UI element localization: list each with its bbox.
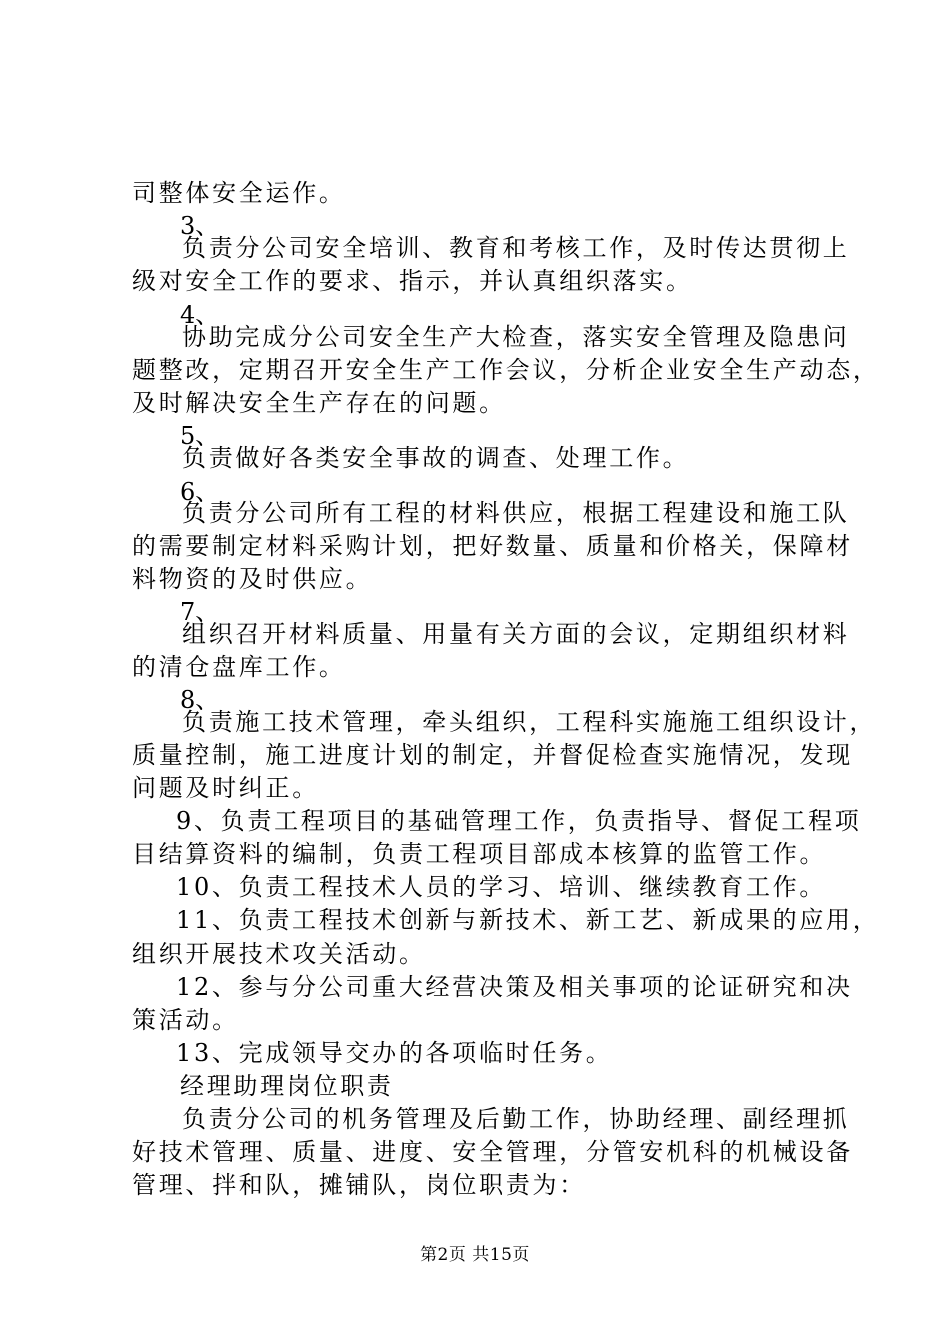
body-line: 质量控制，施工进度计划的制定，并督促检查实施情况，发现 xyxy=(132,741,853,769)
body-line: 策活动。 xyxy=(132,1006,239,1034)
item-number: 4、 xyxy=(180,301,220,329)
body-line: 负责做好各类安全事故的调查、处理工作。 xyxy=(182,444,690,472)
body-line: 组织召开材料质量、用量有关方面的会议，定期组织材料 xyxy=(182,620,850,648)
page-number-footer: 第2页 共15页 xyxy=(420,1245,530,1265)
body-line: 题整改，定期召开安全生产工作会议，分析企业安全生产动态， xyxy=(132,356,880,384)
numbered-item: 10、负责工程技术人员的学习、培训、继续教育工作。 xyxy=(176,873,827,901)
numbered-item: 11、负责工程技术创新与新技术、新工艺、新成果的应用， xyxy=(176,906,880,934)
body-line: 负责分公司的机务管理及后勤工作，协助经理、副经理抓 xyxy=(182,1105,850,1133)
body-line: 的清仓盘库工作。 xyxy=(132,653,346,681)
body-line: 司整体安全运作。 xyxy=(132,179,346,207)
item-number: 3、 xyxy=(180,212,220,240)
section-heading: 经理助理岗位职责 xyxy=(180,1072,394,1100)
body-line: 负责分公司安全培训、教育和考核工作，及时传达贯彻上 xyxy=(182,234,850,262)
body-line: 管理、拌和队，摊铺队，岗位职责为： xyxy=(132,1171,586,1199)
body-line: 协助完成分公司安全生产大检查，落实安全管理及隐患问 xyxy=(182,323,850,351)
body-line: 负责施工技术管理，牵头组织，工程科实施施工组织设计， xyxy=(182,708,877,736)
item-number: 6、 xyxy=(180,478,220,506)
numbered-item: 13、完成领导交办的各项临时任务。 xyxy=(176,1039,613,1067)
item-number: 7、 xyxy=(180,598,220,626)
body-line: 目结算资料的编制，负责工程项目部成本核算的监管工作。 xyxy=(132,840,827,868)
item-number: 8、 xyxy=(180,686,220,714)
item-number: 5、 xyxy=(180,422,220,450)
numbered-item: 9、负责工程项目的基础管理工作，负责指导、督促工程项 xyxy=(176,807,862,835)
body-line: 及时解决安全生产存在的问题。 xyxy=(132,389,506,417)
body-line: 级对安全工作的要求、指示，并认真组织落实。 xyxy=(132,267,693,295)
body-line: 问题及时纠正。 xyxy=(132,774,319,802)
body-line: 的需要制定材料采购计划，把好数量、质量和价格关，保障材 xyxy=(132,532,853,560)
body-line: 负责分公司所有工程的材料供应，根据工程建设和施工队 xyxy=(182,499,850,527)
body-line: 好技术管理、质量、进度、安全管理，分管安机科的机械设备 xyxy=(132,1138,853,1166)
body-line: 料物资的及时供应。 xyxy=(132,565,373,593)
body-line: 组织开展技术攻关活动。 xyxy=(132,940,426,968)
numbered-item: 12、参与分公司重大经营决策及相关事项的论证研究和决 xyxy=(176,973,853,1001)
